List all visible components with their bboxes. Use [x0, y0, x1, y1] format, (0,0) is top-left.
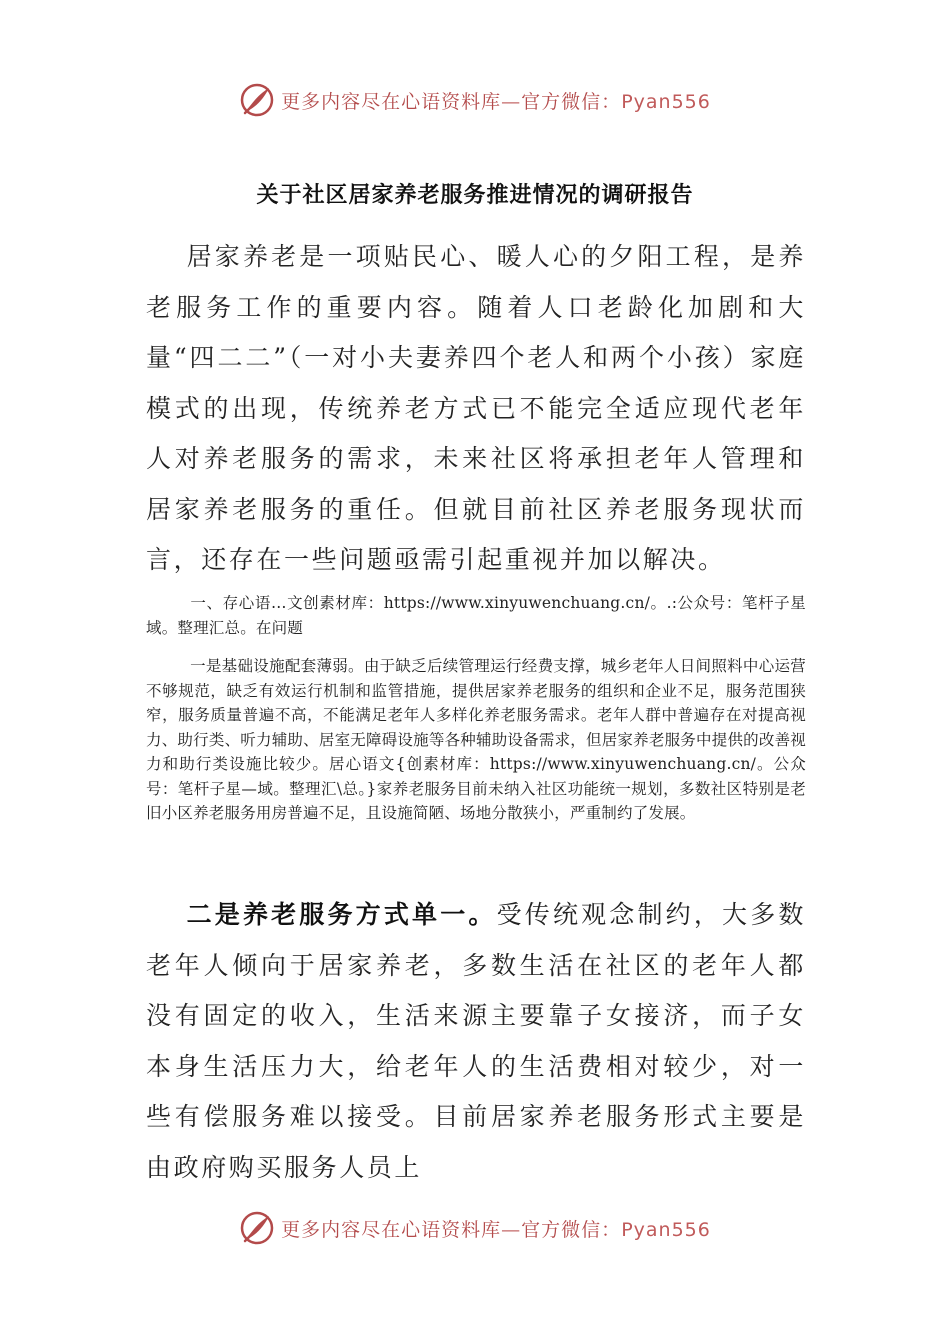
- point1-text: 一是基础设施配套薄弱。由于缺乏后续管理运行经费支撑，城乡老年人日间照料中心运营不够规范，缺乏有效运行机制和监管措施，提供居家养老服务的组织和企业不足，服务范围狭窄，服务质量普遍不高，不能满足老年人多样化养老服务需求。老年人群中普遍存在对提高视力、助行类、听力辅助、居室无障碍设施等各种辅助设备需求，但居家养老服务中提供的改善视力和助行类设施比较少。居心语文{创素材库：https://www.xinyuwenchuang.cn/。公众号：笔杆子星—域。整理汇\总。}家养老服务目前未纳入社区功能统一规划，多数社区特别是老旧小区养老服务用房普遍不足，且设施简陋、场地分散狭小，严重制约了发展。: [146, 657, 806, 822]
- intro-text: 居家养老是一项贴民心、暖人心的夕阳工程，是养老服务工作的重要内容。随着人口老龄化加剧和大量“四二二”（一对小夫妻养四个老人和两个小孩）家庭模式的出现，传统养老方式已不能完全适应现代老年人对养老服务的需求，未来社区将承担老年人管理和居家养老服务的重任。但就目前社区养老服务现状而言，还存在一些问题亟需引起重视并加以解决。: [146, 242, 806, 574]
- banner-main: 更多内容尽在心语资料库: [281, 1218, 502, 1241]
- banner-separator: —: [501, 1218, 522, 1241]
- quill-pen-icon: [239, 1210, 275, 1246]
- point2-text: 受传统观念制约，大多数老年人倾向于居家养老，多数生活在社区的老年人都没有固定的收入，生活来源主要靠子女接济，而子女本身生活压力大，给老年人的生活费相对较少，对一些有偿服务难以接受。目前居家养老服务形式主要是由政府购买服务人员上: [146, 900, 806, 1182]
- banner-separator: —: [501, 90, 522, 113]
- banner-text: [281, 1215, 711, 1242]
- footer-banner: [0, 1208, 950, 1248]
- banner-label: 官方微信：: [521, 1218, 622, 1241]
- banner-wechat: Pyan556: [621, 1218, 711, 1241]
- page-title: 关于社区居家养老服务推进情况的调研报告: [256, 182, 694, 208]
- point2-heading: 二是养老服务方式单一。: [186, 900, 497, 929]
- intro-paragraph: [146, 232, 806, 586]
- header-banner: [0, 80, 950, 120]
- quill-pen-icon: [239, 82, 275, 118]
- banner-main: 更多内容尽在心语资料库: [281, 90, 502, 113]
- banner-wechat: Pyan556: [621, 90, 711, 113]
- banner-label: 官方微信：: [521, 90, 622, 113]
- banner-text: [281, 87, 711, 114]
- point2-paragraph: [146, 890, 806, 1193]
- section-heading: [146, 591, 806, 640]
- point1-paragraph: [146, 654, 806, 826]
- section1-text: 一、存心语…文创素材库：https://www.xinyuwenchuang.cn/。.:公众号：笔杆子星域。整理汇总。在问题: [146, 594, 806, 637]
